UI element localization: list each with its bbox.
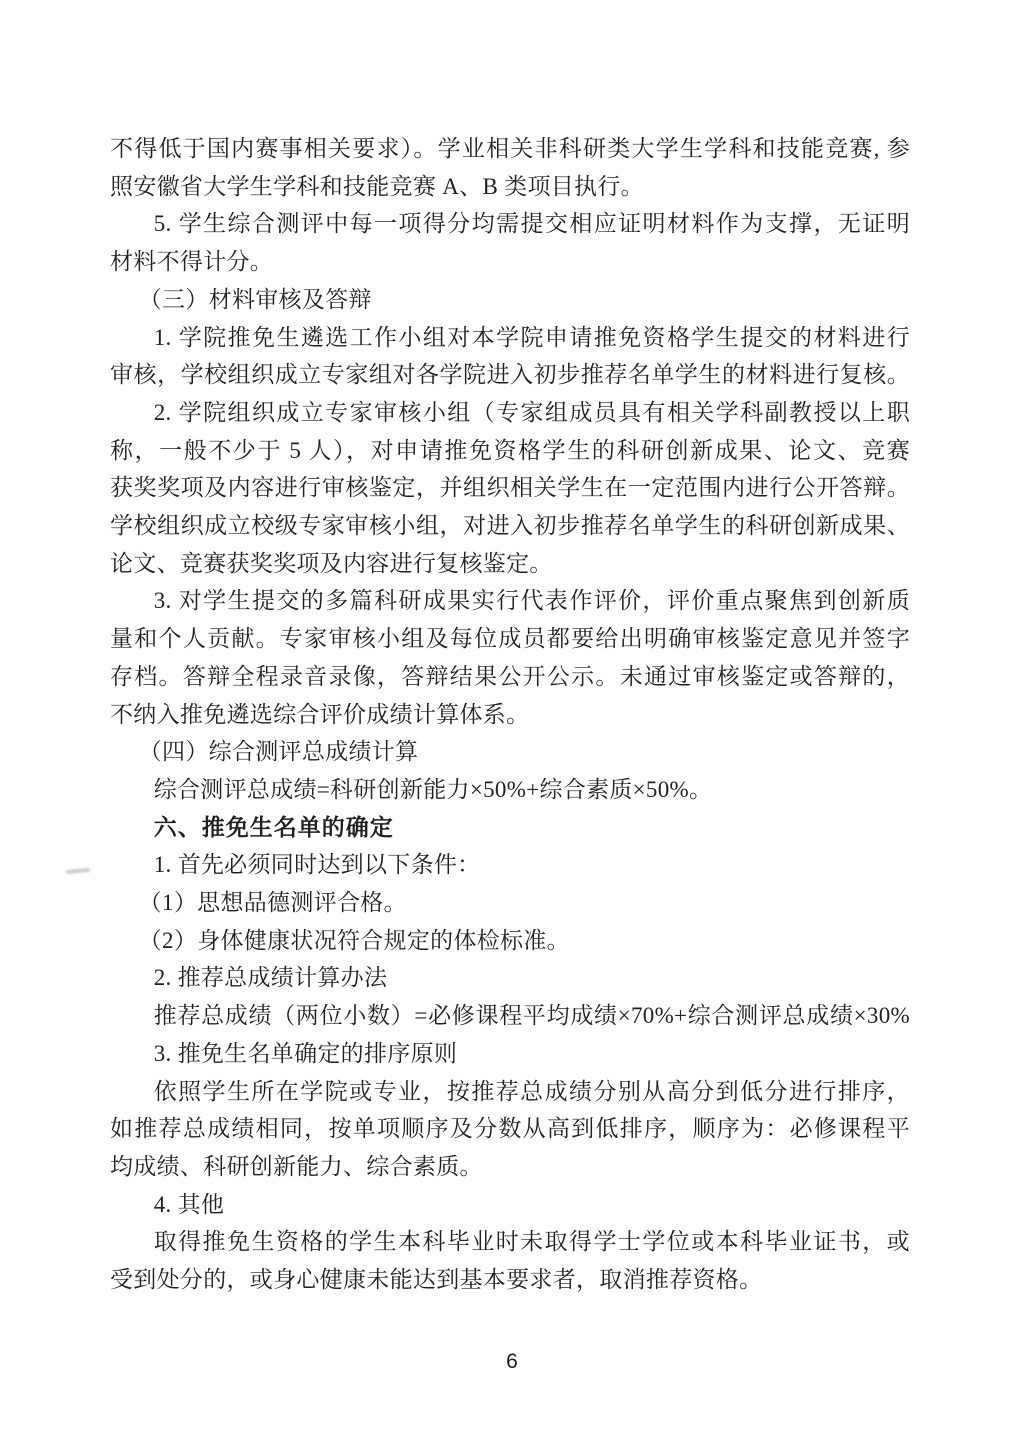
numbered-item-line: 1. 首先必须同时达到以下条件： — [153, 852, 481, 878]
paragraph-line: 均成绩、科研创新能力、综合素质。 — [110, 1153, 483, 1179]
paragraph-line: 获奖奖项及内容进行审核鉴定，并组织相关学生在一定范围内进行公开答辩。 — [110, 475, 910, 501]
paragraph-line: 不得低于国内赛事相关要求）。学业相关非科研类大学生学科和技能竞赛, 参 — [110, 136, 910, 161]
numbered-item-line: 4. 其他 — [153, 1191, 225, 1217]
document-body — [110, 130, 910, 1299]
paragraph-line: 如推荐总成绩相同，按单项顺序及分数从高到低排序，顺序为：必修课程平 — [110, 1116, 910, 1142]
formula-line: 综合测评总成绩=科研创新能力×50%+综合素质×50%。 — [153, 776, 713, 802]
scan-smudge-artifact — [66, 868, 90, 874]
list-item-line: （1）思想品德测评合格。 — [138, 890, 407, 916]
paragraph-line: 学校组织成立校级专家审核小组，对进入初步推荐名单学生的科研创新成果、 — [110, 513, 910, 539]
paragraph-line: 存档。答辩全程录音录像，答辩结果公开公示。未通过审核鉴定或答辩的， — [110, 663, 910, 689]
numbered-item-line: 2. 学院组织成立专家审核小组（专家组成员具有相关学科副教授以上职 — [153, 399, 910, 425]
paragraph-line: 照安徽省大学生学科和技能竞赛 A、B 类项目执行。 — [110, 173, 644, 199]
paragraph-line: 材料不得计分。 — [110, 249, 274, 275]
paragraph-line: 量和个人贡献。专家审核小组及每位成员都要给出明确审核鉴定意见并签字 — [110, 626, 910, 652]
paragraph-line: 取得推免生资格的学生本科毕业时未取得学士学位或本科毕业证书，或 — [153, 1229, 910, 1255]
numbered-item-line: 5. 学生综合测评中每一项得分均需提交相应证明材料作为支撑，无证明 — [153, 211, 910, 237]
paragraph-line: 受到处分的，或身心健康未能达到基本要求者，取消推荐资格。 — [110, 1267, 763, 1293]
section-heading-roster-determination: 六、推免生名单的确定 — [153, 814, 394, 840]
numbered-item-line: 1. 学院推免生遴选工作小组对本学院申请推免资格学生提交的材料进行 — [153, 324, 910, 350]
numbered-item-line: 3. 推免生名单确定的排序原则 — [153, 1040, 458, 1066]
formula-line: 推荐总成绩（两位小数）=必修课程平均成绩×70%+综合测评总成绩×30% — [153, 1003, 910, 1029]
page-number: 6 — [506, 1350, 518, 1373]
numbered-item-line: 2. 推荐总成绩计算办法 — [153, 965, 388, 991]
paragraph-line: 审核，学校组织成立专家组对各学院进入初步推荐名单学生的材料进行复核。 — [110, 362, 910, 388]
subsection-heading-materials-review: （三）材料审核及答辩 — [138, 286, 372, 312]
numbered-item-line: 3. 对学生提交的多篇科研成果实行代表作评价，评价重点聚焦到创新质 — [153, 588, 910, 614]
list-item-line: （2）身体健康状况符合规定的体检标准。 — [138, 927, 570, 953]
paragraph-line: 依照学生所在学院或专业，按推荐总成绩分别从高分到低分进行排序， — [153, 1078, 910, 1104]
paragraph-line: 论文、竞赛获奖奖项及内容进行复核鉴定。 — [110, 550, 553, 576]
paragraph-line: 称，一般不少于 5 人），对申请推免资格学生的科研创新成果、论文、竞赛 — [110, 437, 910, 463]
paragraph-line: 不纳入推免遴选综合评价成绩计算体系。 — [110, 701, 530, 727]
subsection-heading-total-score: （四）综合测评总成绩计算 — [138, 739, 419, 765]
